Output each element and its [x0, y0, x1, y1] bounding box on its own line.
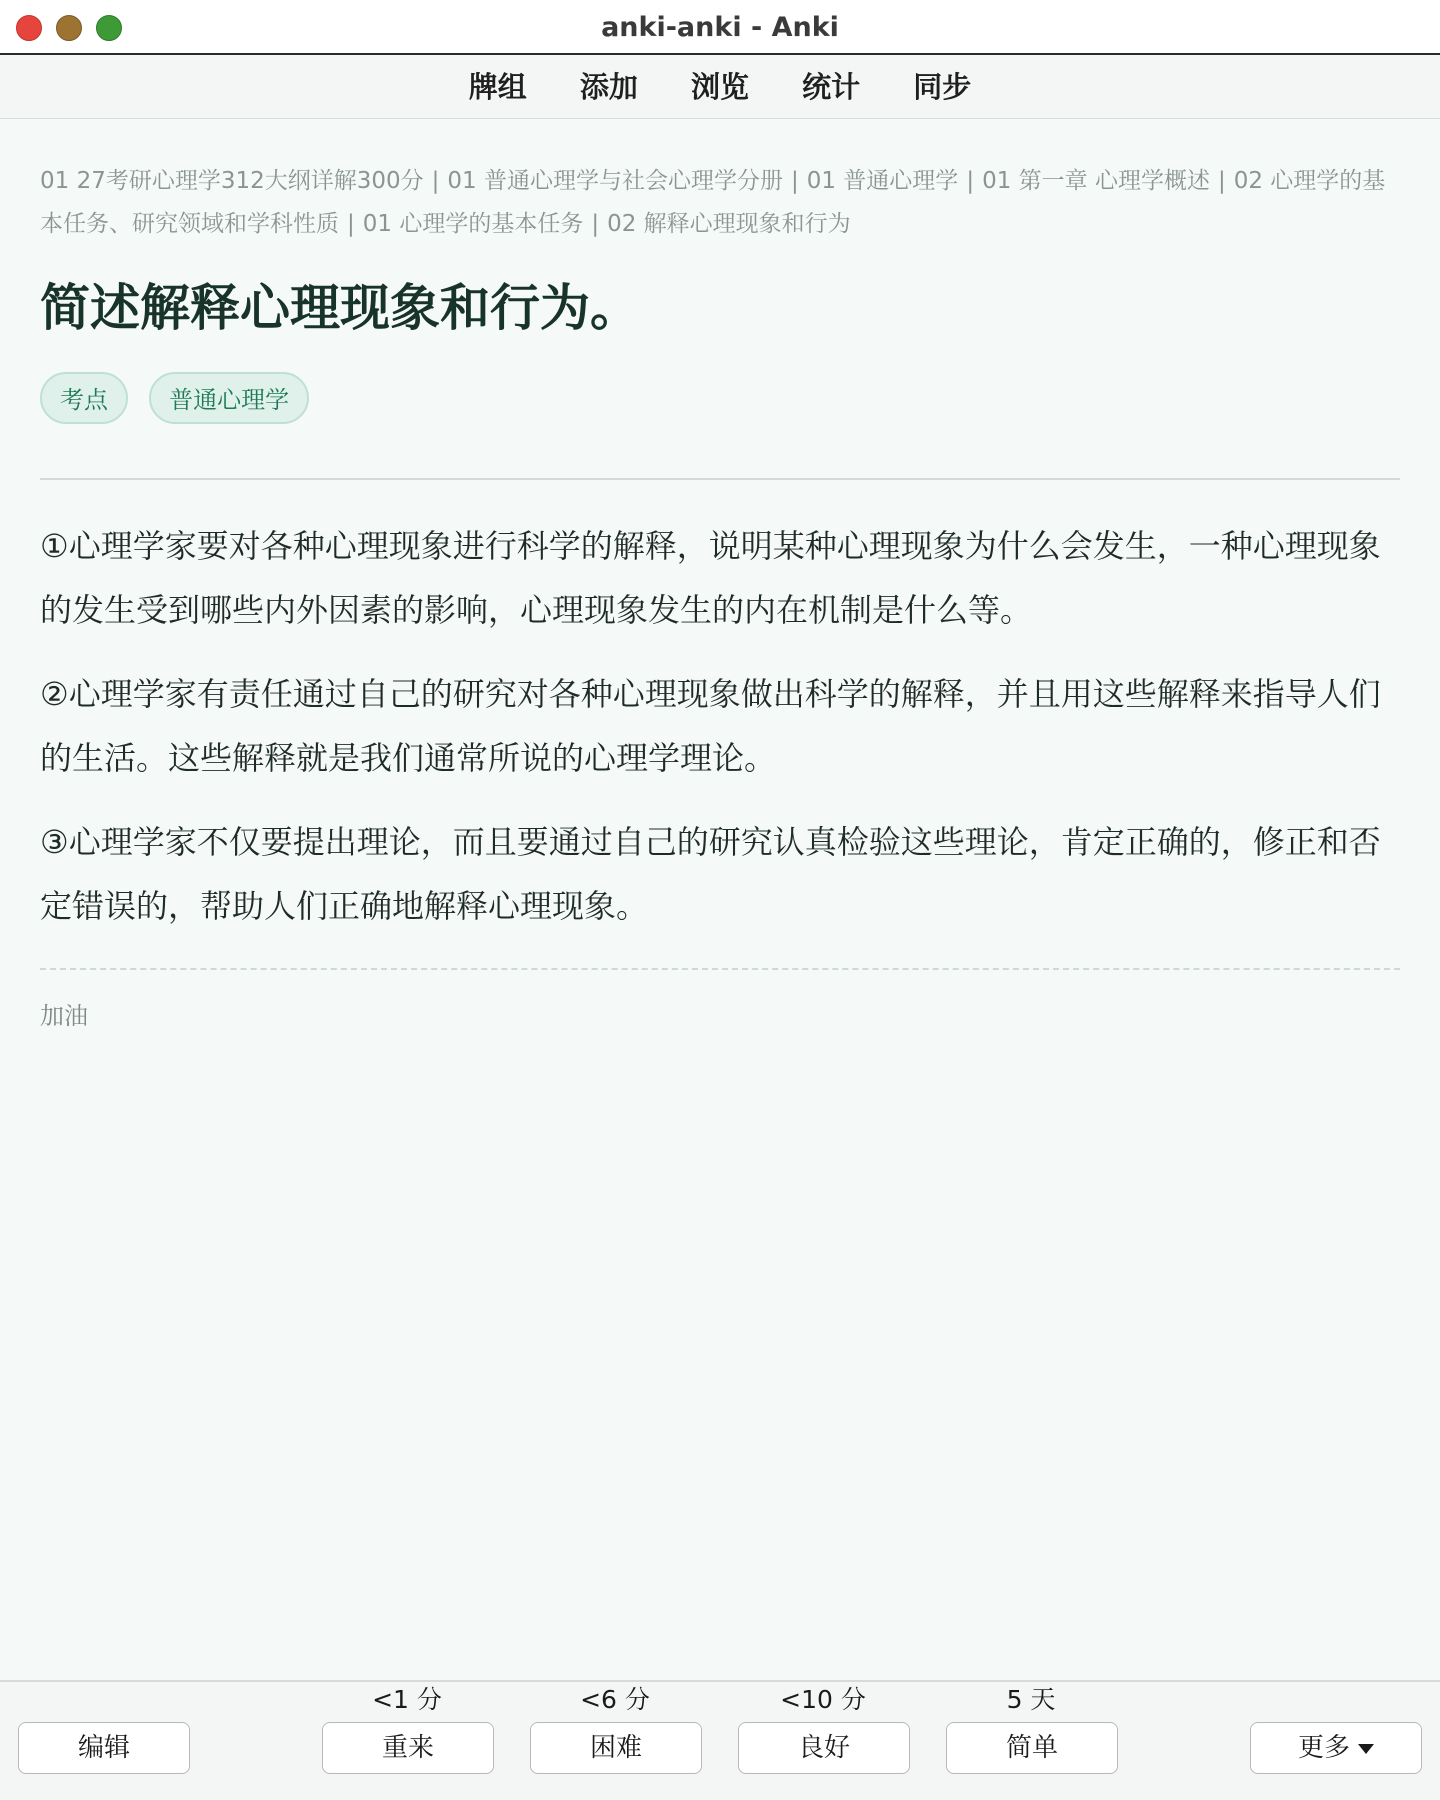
good-interval: <10 分	[780, 1685, 866, 1714]
nav-browse[interactable]: 浏览	[690, 70, 749, 104]
breadcrumb-item: 01 普通心理学	[806, 168, 959, 194]
breadcrumb-separator: |	[790, 168, 799, 194]
breadcrumb-item: 01 27考研心理学312大纲详解300分	[40, 168, 424, 194]
extra-divider	[40, 968, 1400, 970]
answer-paragraph: ①心理学家要对各种心理现象进行科学的解释，说明某种心理现象为什么会发生，一种心理现象的发生受到哪些内外因素的影响，心理现象发生的内在机制是什么等。	[40, 527, 1381, 629]
tag-badge: 考点	[40, 372, 128, 424]
breadcrumb-separator: |	[347, 211, 355, 237]
edit-button[interactable]: 编辑	[18, 1722, 190, 1774]
top-nav	[0, 55, 1440, 119]
breadcrumb-item: 01 第一章 心理学概述	[982, 168, 1210, 194]
window-title: anki-anki - Anki	[601, 12, 839, 43]
easy-button[interactable]: 简单	[946, 1722, 1118, 1774]
question-answer-divider	[40, 478, 1400, 480]
card-answer	[40, 514, 1400, 938]
answer-paragraph: ③心理学家不仅要提出理论，而且要通过自己的研究认真检验这些理论，肯定正确的，修正和否定错误的，帮助人们正确地解释心理现象。	[40, 823, 1381, 925]
deck-breadcrumb	[40, 160, 1400, 246]
review-bottom-bar	[0, 1680, 1440, 1800]
breadcrumb-item: 02 解释心理现象和行为	[607, 211, 851, 237]
breadcrumb-separator: |	[1217, 168, 1226, 194]
more-button-label: 更多	[1297, 1733, 1350, 1763]
again-button[interactable]: 重来	[322, 1722, 494, 1774]
breadcrumb-separator: |	[966, 168, 975, 194]
answer-paragraph: ②心理学家有责任通过自己的研究对各种心理现象做出科学的解释，并且用这些解释来指导人们的生活。这些解释就是我们通常所说的心理学理论。	[40, 675, 1381, 777]
caret-down-icon	[1358, 1744, 1374, 1754]
breadcrumb-separator: |	[431, 168, 440, 194]
nav-decks[interactable]: 牌组	[468, 70, 527, 104]
hard-interval: <6 分	[580, 1685, 650, 1714]
breadcrumb-item: 01 普通心理学与社会心理学分册	[447, 168, 783, 194]
card-question: 简述解释心理现象和行为。	[40, 279, 640, 337]
nav-add[interactable]: 添加	[579, 70, 638, 104]
breadcrumb-item: 01 心理学的基本任务	[362, 211, 584, 237]
again-interval: <1 分	[372, 1685, 442, 1714]
good-button[interactable]: 良好	[738, 1722, 910, 1774]
card-content	[40, 160, 1400, 1031]
more-button[interactable]	[1250, 1722, 1422, 1774]
nav-stats[interactable]: 统计	[802, 70, 861, 104]
hard-button[interactable]: 困难	[530, 1722, 702, 1774]
easy-interval: 5 天	[1006, 1685, 1056, 1714]
breadcrumb-separator: |	[591, 211, 600, 237]
breadcrumb-item: 02 心理学的基本任务、研究领域和学科性质	[40, 168, 1386, 237]
card-extra: 加油	[40, 1002, 88, 1030]
card-tags	[40, 372, 1400, 428]
title-bar	[0, 0, 1440, 55]
nav-sync[interactable]: 同步	[913, 70, 972, 104]
tag-badge: 普通心理学	[149, 372, 309, 424]
